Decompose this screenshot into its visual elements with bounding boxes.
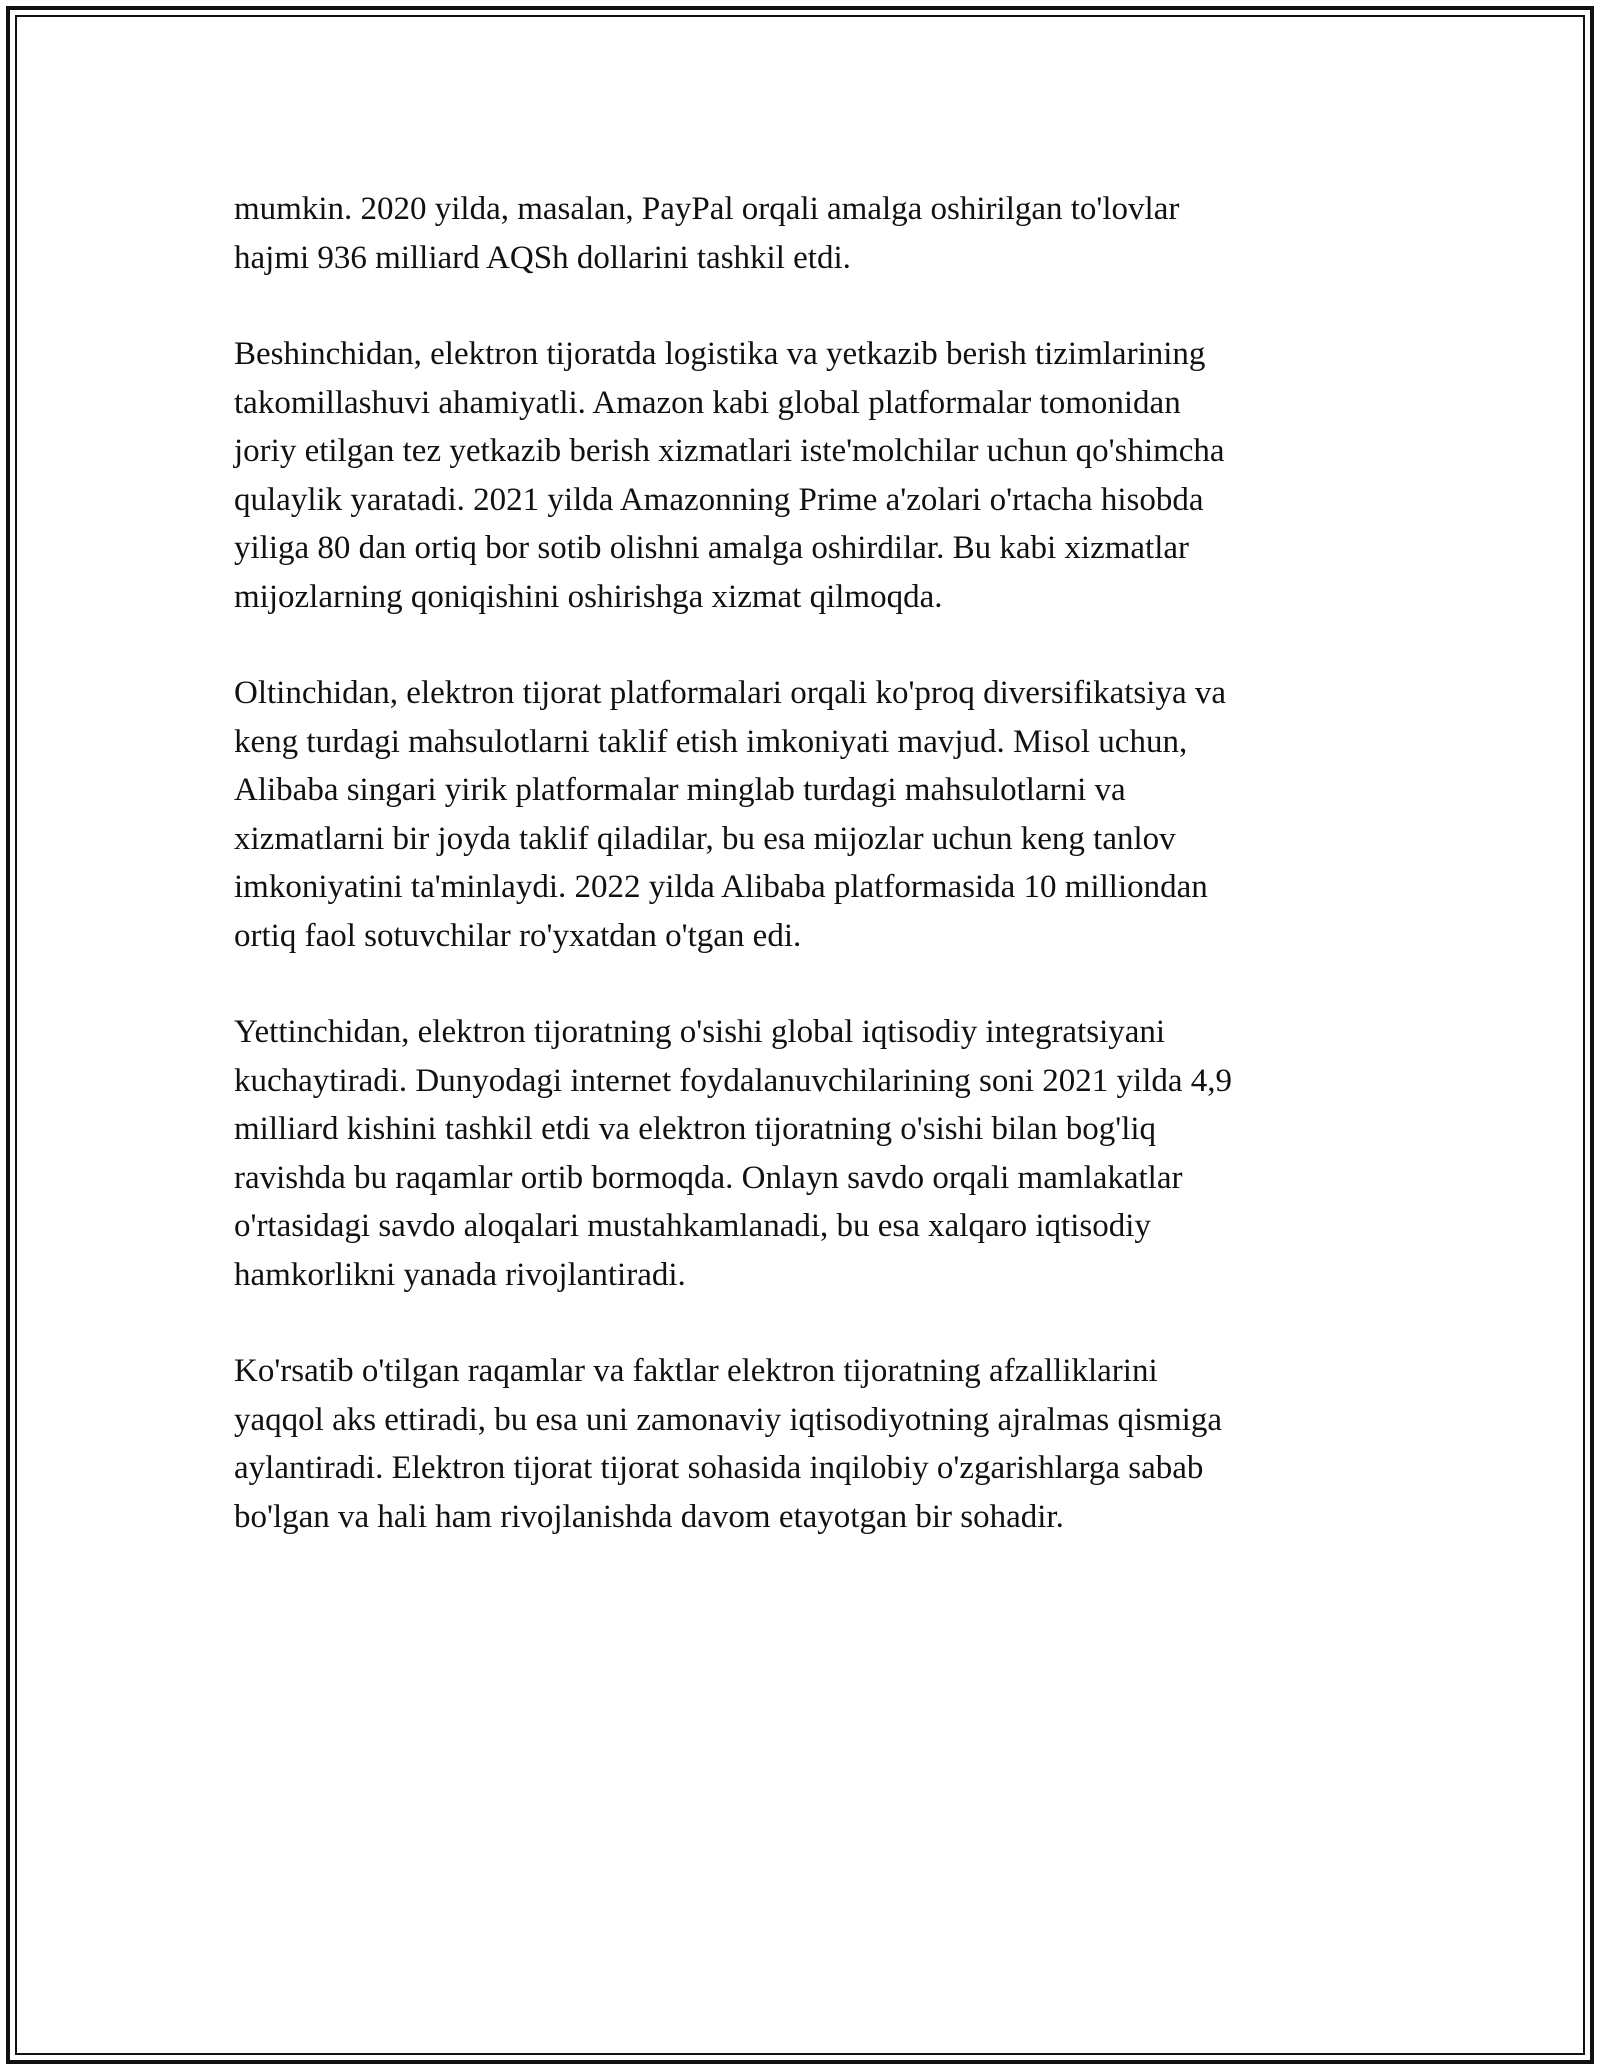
paragraph-payments-continued: mumkin. 2020 yilda, masalan, PayPal orqali amalga oshirilgan to'lovlar hajmi 936 milliard AQSh dollarini tashkil etdi. [234,191,1180,276]
document-body [234,185,1364,1589]
paragraph-sixth-diversification: Oltinchidan, elektron tijorat platformalari orqali ko'proq diversifikatsiya va keng turdagi mahsulotlarni taklif etish imkoniyati mavjud. Misol uchun, Alibaba singari yirik platformalar minglab turdagi mahsulotlarni va xizmatlarni bir joyda taklif qiladilar, bu esa mijozlar uchun keng tanlov imkoniyatini ta'minlaydi. 2022 yilda Alibaba platformasida 10 milliondan ortiq faol sotuvchilar ro'yxatdan o'tgan edi. [234,675,1226,954]
paragraph-fifth-logistics: Beshinchidan, elektron tijoratda logistika va yetkazib berish tizimlarining takomillashuvi ahamiyatli. Amazon kabi global platformalar tomonidan joriy etilgan tez yetkazib berish xizmatlari iste'molchilar uchun qo'shimcha qulaylik yaratadi. 2021 yilda Amazonning Prime a'zolari o'rtacha hisobda yiliga 80 dan ortiq bor sotib olishni amalga oshirdilar. Bu kabi xizmatlar mijozlarning qoniqishini oshirishga xizmat qilmoqda. [234,336,1225,615]
paragraph-conclusion: Ko'rsatib o'tilgan raqamlar va faktlar elektron tijoratning afzalliklarini yaqqol aks ettiradi, bu esa uni zamonaviy iqtisodiyotning ajralmas qismiga aylantiradi. Elektron tijorat tijorat sohasida inqilobiy o'zgarishlarga sabab bo'lgan va hali ham rivojlanishda davom etayotgan bir sohadir. [234,1353,1222,1535]
paragraph-seventh-integration: Yettinchidan, elektron tijoratning o'sishi global iqtisodiy integratsiyani kuchaytiradi. Dunyodagi internet foydalanuvchilarining soni 2021 yilda 4,9 milliard kishini tashkil etdi va elektron tijoratning o'sishi bilan bog'liq ravishda bu raqamlar ortib bormoqda. Onlayn savdo orqali mamlakatlar o'rtasidagi savdo aloqalari mustahkamlanadi, bu esa xalqaro iqtisodiy hamkorlikni yanada rivojlantiradi. [234,1014,1233,1293]
